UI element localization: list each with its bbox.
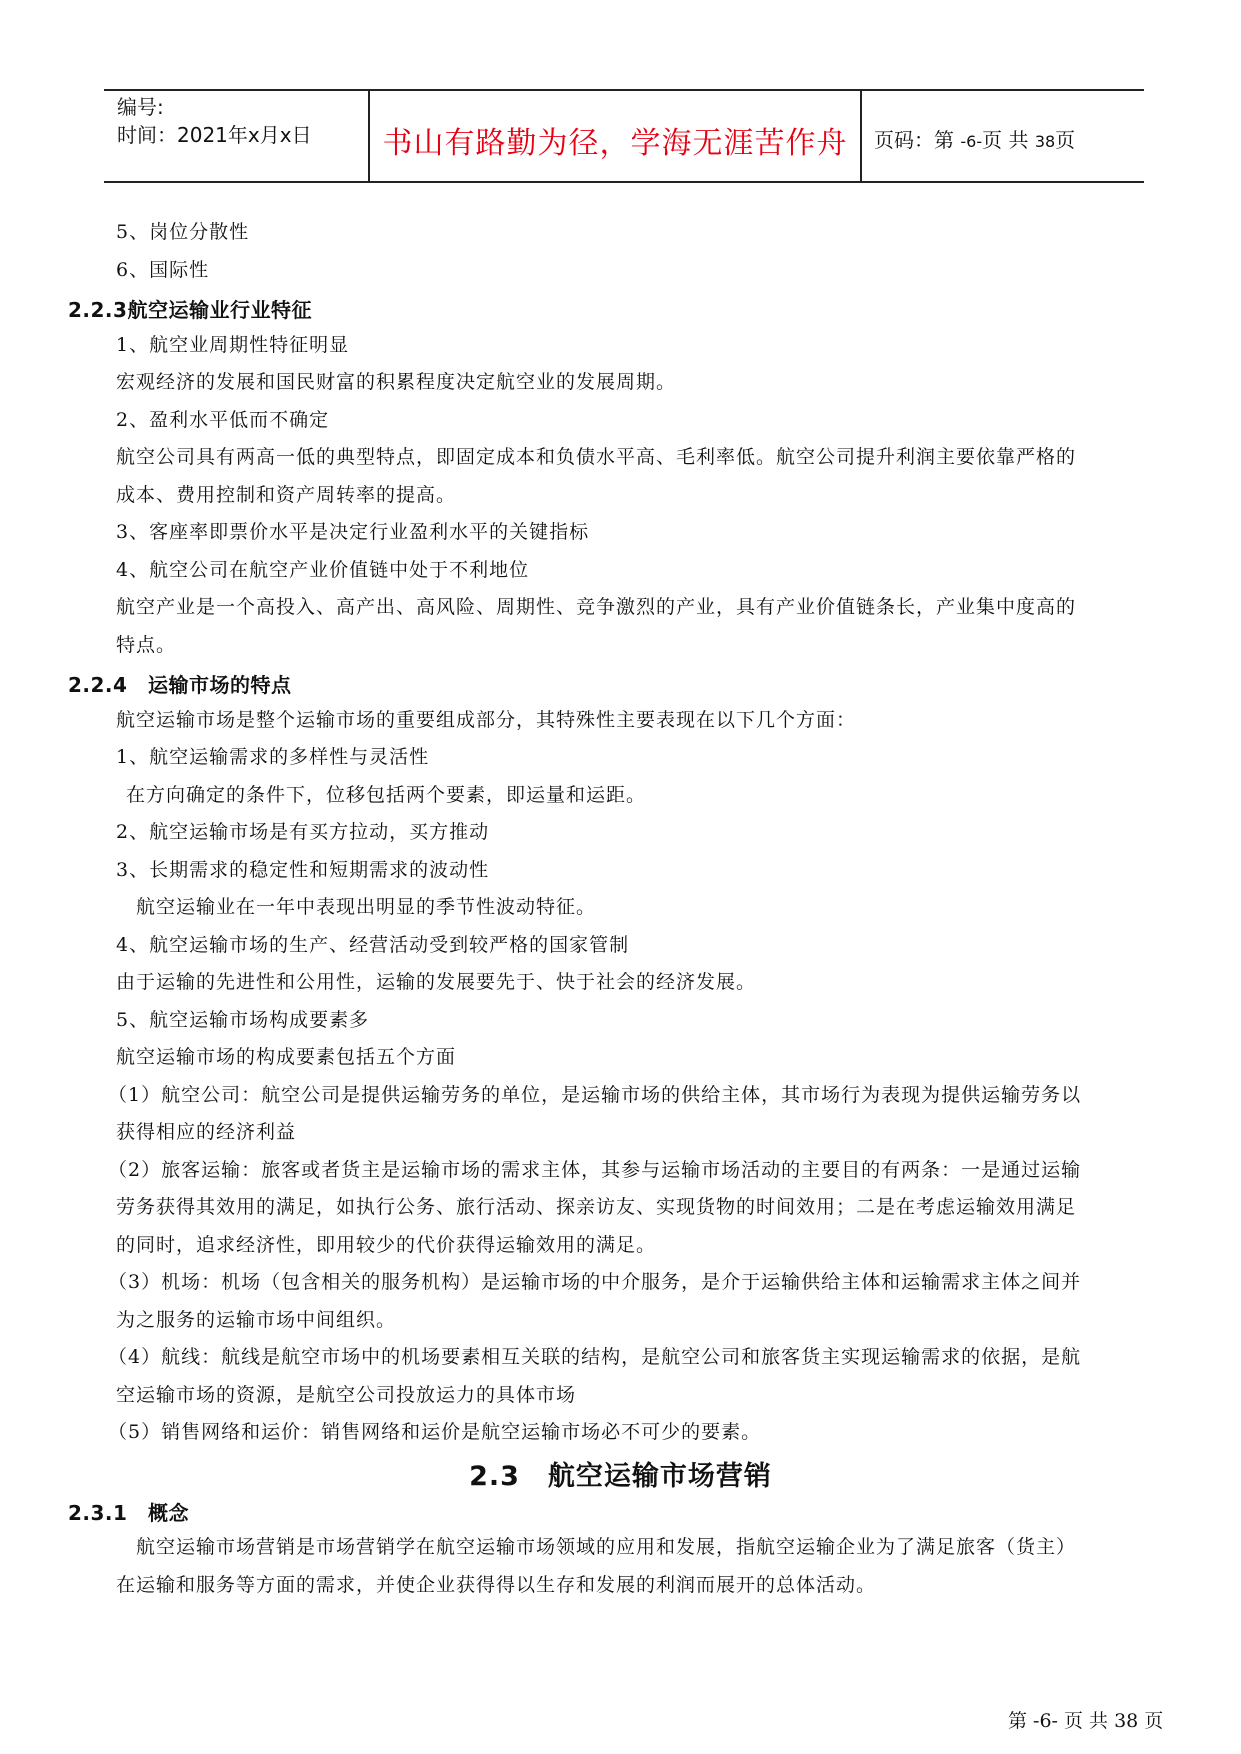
paragraph: 宏观经济的发展和国民财富的积累程度决定航空业的发展周期。 xyxy=(116,371,677,393)
list-item: 5、岗位分散性 xyxy=(116,221,250,243)
paragraph: 航空产业是一个高投入、高产出、高风险、周期性、竞争激烈的产业，具有产业价值链条长，产业集中度高的 xyxy=(116,596,1077,618)
paragraph: 特点。 xyxy=(116,634,177,656)
paragraph: 劳务获得其效用的满足，如执行公务、旅行活动、探亲访友、实现货物的时间效用；二是在考虑运输效用满足 xyxy=(116,1196,1077,1218)
paragraph: （2）旅客运输：旅客或者货主是运输市场的需求主体，其参与运输市场活动的主要目的有两条：一是通过运输 xyxy=(108,1159,1082,1181)
header-page-info xyxy=(874,124,1075,153)
list-item: 2、盈利水平低而不确定 xyxy=(116,409,330,431)
list-item: 2、航空运输市场是有买方拉动，买方推动 xyxy=(116,821,490,843)
list-item: 1、航空业周期性特征明显 xyxy=(116,334,350,356)
header-divider-right xyxy=(860,90,862,181)
list-item: 5、航空运输市场构成要素多 xyxy=(116,1009,370,1031)
header-bottom-rule xyxy=(104,181,1144,183)
paragraph: 成本、费用控制和资产周转率的提高。 xyxy=(116,484,457,506)
number-label: 编号: xyxy=(117,95,164,119)
paragraph: （3）机场：机场（包含相关的服务机构）是运输市场的中介服务，是介于运输供给主体和运输需求主体之间并 xyxy=(108,1271,1082,1293)
header-motto: 书山有路勤为径，学海无涯苦作舟 xyxy=(382,126,848,161)
paragraph: 获得相应的经济利益 xyxy=(116,1121,297,1143)
paragraph: （1）航空公司：航空公司是提供运输劳务的单位，是运输市场的供给主体，其市场行为表现为提供运输劳务以 xyxy=(108,1084,1082,1106)
paragraph: 空运输市场的资源，是航空公司投放运力的具体市场 xyxy=(116,1384,577,1406)
list-item: 4、航空公司在航空产业价值链中处于不利地位 xyxy=(116,559,530,581)
time-label: 时间：2021年x月x日 xyxy=(117,123,312,147)
list-item: 3、客座率即票价水平是决定行业盈利水平的关键指标 xyxy=(116,521,590,543)
header-top-rule xyxy=(104,89,1144,91)
list-item: 6、国际性 xyxy=(116,259,210,281)
paragraph: 航空公司具有两高一低的典型特点，即固定成本和负债水平高、毛利率低。航空公司提升利润主要依靠严格的 xyxy=(116,446,1077,468)
paragraph: 为之服务的运输市场中间组织。 xyxy=(116,1309,397,1331)
section-heading: 2.2.3航空运输业行业特征 xyxy=(68,298,312,322)
page-mid: 页 共 xyxy=(982,128,1029,152)
paragraph: （5）销售网络和运价：销售网络和运价是航空运输市场必不可少的要素。 xyxy=(108,1421,762,1443)
page-footer: 第 -6- 页 共 38 页 xyxy=(1008,1710,1164,1732)
paragraph: 航空运输市场的构成要素包括五个方面 xyxy=(116,1046,457,1068)
list-item: 4、航空运输市场的生产、经营活动受到较严格的国家管制 xyxy=(116,934,630,956)
page-label: 页码：第 xyxy=(874,128,954,152)
page-total: 38 xyxy=(1034,132,1056,151)
list-item: 1、航空运输需求的多样性与灵活性 xyxy=(116,746,430,768)
chapter-heading: 2.3 航空运输市场营销 xyxy=(469,1461,772,1492)
section-heading: 2.2.4 运输市场的特点 xyxy=(68,673,292,697)
page-end: 页 xyxy=(1055,128,1076,152)
header-meta xyxy=(117,93,312,149)
paragraph: 航空运输业在一年中表现出明显的季节性波动特征。 xyxy=(136,896,597,918)
page-number: -6- xyxy=(960,132,983,151)
paragraph: 的同时，追求经济性，即用较少的代价获得运输效用的满足。 xyxy=(116,1234,657,1256)
paragraph: 在运输和服务等方面的需求，并使企业获得得以生存和发展的利润而展开的总体活动。 xyxy=(116,1574,877,1596)
paragraph: 由于运输的先进性和公用性，运输的发展要先于、快于社会的经济发展。 xyxy=(116,971,757,993)
section-heading: 2.3.1 概念 xyxy=(68,1501,189,1525)
paragraph: 航空运输市场是整个运输市场的重要组成部分，其特殊性主要表现在以下几个方面： xyxy=(116,709,857,731)
paragraph: 在方向确定的条件下，位移包括两个要素，即运量和运距。 xyxy=(126,784,647,806)
paragraph: 航空运输市场营销是市场营销学在航空运输市场领域的应用和发展，指航空运输企业为了满足旅客（货主） xyxy=(136,1536,1077,1558)
list-item: 3、长期需求的稳定性和短期需求的波动性 xyxy=(116,859,490,881)
paragraph: （4）航线：航线是航空市场中的机场要素相互关联的结构，是航空公司和旅客货主实现运输需求的依据，是航 xyxy=(108,1346,1082,1368)
